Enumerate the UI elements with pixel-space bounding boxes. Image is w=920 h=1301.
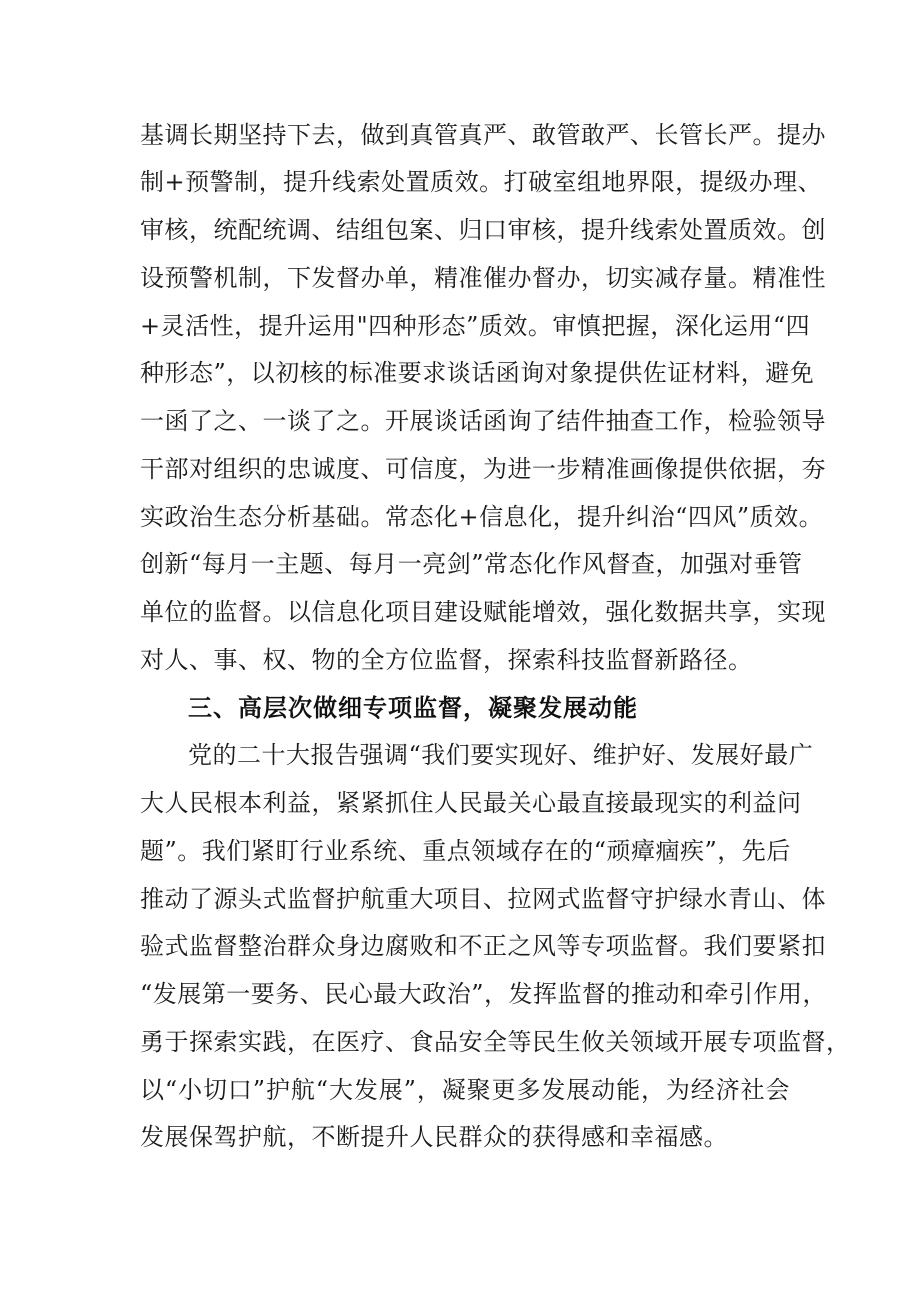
paragraph-2-line-2: 大人民根本利益，紧紧抓住人民最关心最直接最现实的利益问 [140, 789, 802, 817]
paragraph-2-line-6: “发展第一要务、民心最大政治”，发挥监督的推动和牵引作用， [140, 980, 828, 1008]
paragraph-2-line-4: 推动了源头式监督护航重大项目、拉网式监督守护绿水青山、体 [140, 885, 826, 913]
paragraph-1-line-8: 干部对组织的忠诚度、可信度，为进一步精准画像提供依据，夯 [140, 455, 826, 483]
paragraph-1-line-10: 创新“每月一主题、每月一亮剑”常态化作风督查，加强对垂管 [140, 550, 803, 578]
paragraph-1-line-12: 对人、事、权、物的全方位监督，探索科技监督新路径。 [140, 646, 753, 674]
paragraph-1-line-7: 一函了之、一谈了之。开展谈话函询了结件抽查工作，检验领导 [140, 407, 826, 435]
paragraph-2-line-3: 题”。我们紧盯行业系统、重点领域存在的“顽瘴痼疾”，先后 [140, 837, 791, 865]
paragraph-2-line-7: 勇于探索实践，在医疗、食品安全等民生攸关领域开展专项监督， [140, 1028, 851, 1056]
paragraph-1-line-9: 实政治生态分析基础。常态化+信息化，提升纠治“四风”质效。 [140, 503, 824, 531]
paragraph-2-line-9: 发展保驾护航，不断提升人民群众的获得感和幸福感。 [140, 1123, 728, 1151]
paragraph-1-line-1: 基调长期坚持下去，做到真管真严、敢管敢严、长管长严。提办 [140, 121, 826, 149]
paragraph-1-line-4: 设预警机制，下发督办单，精准催办督办，切实减存量。精准性 [140, 264, 826, 292]
section-3-heading: 三、高层次做细专项监督，凝聚发展动能 [188, 694, 638, 722]
paragraph-1-line-11: 单位的监督。以信息化项目建设赋能增效，强化数据共享，实现 [140, 598, 826, 626]
paragraph-1-line-5: +灵活性，提升运用"四种形态”质效。审慎把握，深化运用“四 [140, 312, 811, 340]
paragraph-1-line-2: 制+预警制，提升线索处置质效。打破室组地界限，提级办理、 [140, 168, 823, 196]
paragraph-2-line-8: 以“小切口”护航“大发展”，凝聚更多发展动能，为经济社会 [140, 1076, 790, 1104]
paragraph-2-line-1: 党的二十大报告强调“我们要实现好、维护好、发展好最广 [188, 741, 814, 769]
paragraph-1-line-3: 审核，统配统调、结组包案、归口审核，提升线索处置质效。创 [140, 216, 826, 244]
paragraph-2-line-5: 验式监督整治群众身边腐败和不正之风等专项监督。我们要紧扣 [140, 932, 826, 960]
paragraph-1-line-6: 种形态”，以初核的标准要求谈话函询对象提供佐证材料，避免 [140, 359, 815, 387]
